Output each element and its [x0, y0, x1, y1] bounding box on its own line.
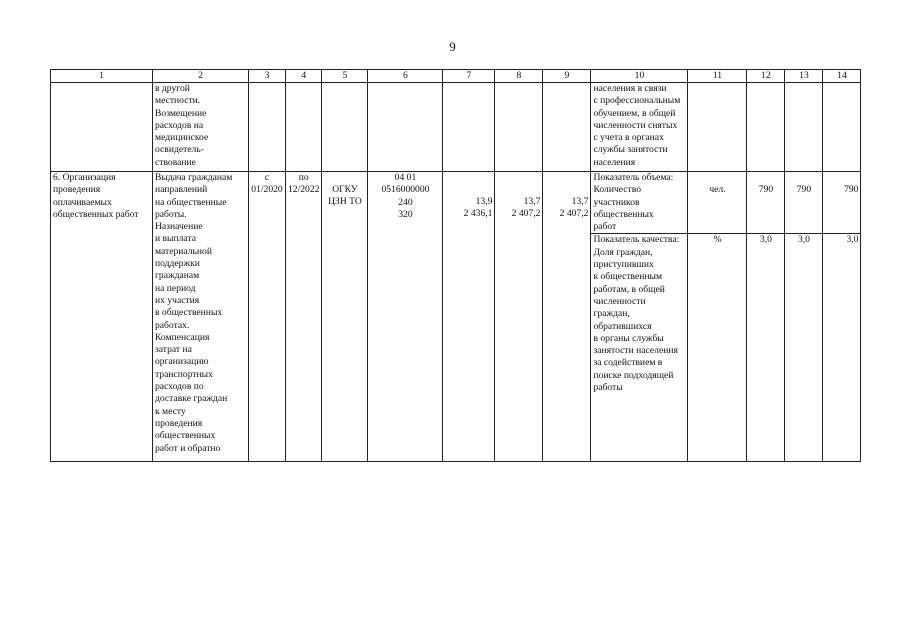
cell-volume-unit: чел. [688, 172, 747, 234]
cell-quality-value-12: 3,0 [747, 234, 785, 462]
column-number-14: 14 [823, 70, 861, 83]
cell [322, 83, 368, 172]
column-number-4: 4 [286, 70, 322, 83]
cell [51, 83, 153, 172]
cell-quality-unit: % [688, 234, 747, 462]
cell [823, 83, 861, 172]
cell [286, 83, 322, 172]
cell [785, 83, 823, 172]
column-number-9: 9 [543, 70, 591, 83]
cell [368, 83, 443, 172]
column-number-10: 10 [591, 70, 688, 83]
cell-volume-value-14: 790 [823, 172, 861, 234]
column-number-8: 8 [495, 70, 543, 83]
cell-event-name: 6. Организация проведения оплачиваемых общественных работ [51, 172, 153, 462]
column-number-7: 7 [443, 70, 495, 83]
column-number-11: 11 [688, 70, 747, 83]
column-number-13: 13 [785, 70, 823, 83]
cell-budget-codes: 04 01 0516000000 240 320 [368, 172, 443, 462]
cell-funding-col9: 13,7 2 407,2 [543, 172, 591, 462]
cell [747, 83, 785, 172]
cell-quality-value-14: 3,0 [823, 234, 861, 462]
column-number-2: 2 [153, 70, 249, 83]
cell-activity-continued: в другой местности. Возмещение расходов на медицинское освидетель- ствование [153, 83, 249, 172]
column-number-1: 1 [51, 70, 153, 83]
column-number-5: 5 [322, 70, 368, 83]
cell [443, 83, 495, 172]
cell-volume-value-13: 790 [785, 172, 823, 234]
column-number-row [51, 70, 861, 83]
program-table [50, 69, 861, 462]
cell [249, 83, 286, 172]
cell-start-date: с 01/2020 [249, 172, 286, 462]
cell [688, 83, 747, 172]
cell-volume-value-12: 790 [747, 172, 785, 234]
column-number-3: 3 [249, 70, 286, 83]
table-row-continued [51, 83, 861, 172]
column-number-6: 6 [368, 70, 443, 83]
cell [495, 83, 543, 172]
cell-quality-value-13: 3,0 [785, 234, 823, 462]
page-number: 9 [449, 39, 456, 54]
cell-activity-description: Выдача гражданам направлений на общественные работы. Назначение и выплата материальной поддержки гражданам на период их участия в общественных работах. Компенсация затрат на организацию транспортных расходов по доставке граждан к месту проведения общественных работ и обратно [153, 172, 249, 462]
cell-end-date: по 12/2022 [286, 172, 322, 462]
cell-quality-indicator: Показатель качества: Доля граждан, приступивших к общественным работам, в общей численности граждан, обратившихся в органы службы занятости населения за содействием в поиске подходящей работы [591, 234, 688, 462]
cell-executor: ОГКУ ЦЗН ТО [322, 172, 368, 462]
cell-indicator-continued: населения в связи с профессиональным обучением, в общей численности снятых с учета в органах службы занятости населения [591, 83, 688, 172]
cell-funding-col8: 13,7 2 407,2 [495, 172, 543, 462]
cell-funding-col7: 13,9 2 436,1 [443, 172, 495, 462]
cell [543, 83, 591, 172]
table-row-6-volume [51, 172, 861, 234]
cell-volume-indicator: Показатель объема: Количество участников общественных работ [591, 172, 688, 234]
column-number-12: 12 [747, 70, 785, 83]
